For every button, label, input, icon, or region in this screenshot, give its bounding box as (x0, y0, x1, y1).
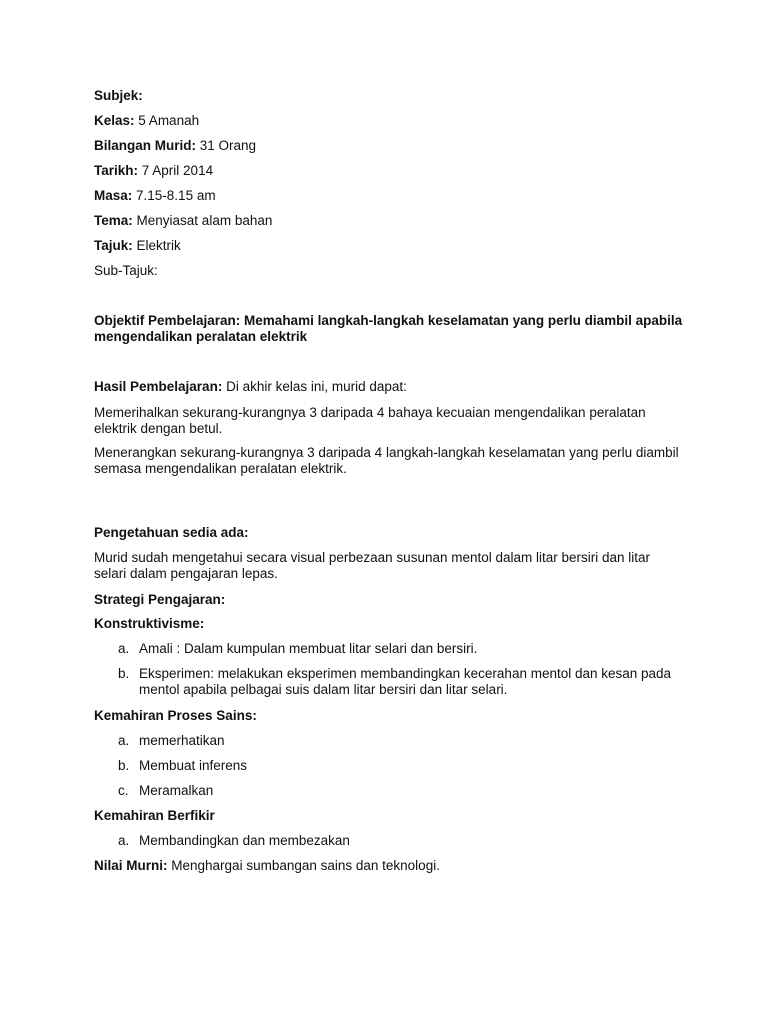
murid-row (94, 138, 256, 154)
list-item (118, 758, 684, 774)
kelas-row (94, 113, 199, 129)
strategi-heading-text: Strategi Pengajaran: (94, 592, 226, 607)
objektif-heading (94, 313, 684, 345)
tarikh-row (94, 163, 213, 179)
subtajuk-row (94, 263, 158, 279)
list-item (118, 641, 684, 657)
list-item (118, 666, 684, 698)
kelas-value: 5 Amanah (138, 113, 200, 128)
subtajuk-label: Sub-Tajuk: (94, 263, 158, 278)
subjek-label: Subjek: (94, 88, 143, 103)
hasil-item-1: Memerihalkan sekurang-kurangnya 3 daripada 4 bahaya kecuaian mengendalikan peralatan elektrik dengan betul. (94, 405, 646, 436)
pengetahuan-heading (94, 525, 249, 541)
list-item (118, 833, 684, 849)
konstruktivisme-heading-text: Konstruktivisme: (94, 616, 205, 631)
tajuk-value: Elektrik (136, 238, 181, 253)
list-text: Eksperimen: melakukan eksperimen membandingkan kecerahan mentol dan kesan pada mentol apabila pelbagai suis dalam litar bersiri dan litar selari. (139, 666, 672, 697)
list-marker: b. (118, 666, 130, 681)
list-text: Membuat inferens (139, 758, 248, 773)
hasil-item-2: Menerangkan sekurang-kurangnya 3 daripada 4 langkah-langkah keselamatan yang perlu diambil semasa mengendalikan peralatan elektrik. (94, 445, 679, 476)
objektif-text: Objektif Pembelajaran: Memahami langkah-langkah keselamatan yang perlu diambil apabila mengendalikan peralatan elektrik (94, 313, 683, 344)
list-item (118, 783, 684, 799)
tajuk-row (94, 238, 181, 254)
murid-label: Bilangan Murid: (94, 138, 196, 153)
tema-value: Menyiasat alam bahan (136, 213, 273, 228)
list-text: Amali : Dalam kumpulan membuat litar selari dan bersiri. (139, 641, 478, 656)
nilai-row (94, 858, 440, 874)
strategi-heading (94, 592, 225, 608)
subjek-row (94, 88, 143, 104)
tarikh-label: Tarikh: (94, 163, 139, 178)
kps-heading (94, 708, 257, 724)
tarikh-value: 7 April 2014 (141, 163, 214, 178)
list-marker: a. (118, 733, 130, 748)
tema-label: Tema: (94, 213, 133, 228)
list-item (118, 733, 684, 749)
kelas-label: Kelas: (94, 113, 135, 128)
hasil-row (94, 379, 407, 395)
hasil-intro: Di akhir kelas ini, murid dapat: (226, 379, 407, 394)
list-marker: b. (118, 758, 130, 773)
list-text: Membandingkan dan membezakan (139, 833, 350, 848)
tema-row (94, 213, 272, 229)
masa-value: 7.15-8.15 am (136, 188, 216, 203)
list-marker: a. (118, 833, 130, 848)
pengetahuan-text: Murid sudah mengetahui secara visual perbezaan susunan mentol dalam litar bersiri dan litar selari dalam pengajaran lepas. (94, 550, 651, 581)
list-marker: c. (118, 783, 129, 798)
masa-label: Masa: (94, 188, 133, 203)
nilai-label: Nilai Murni: (94, 858, 168, 873)
nilai-value: Menghargai sumbangan sains dan teknologi. (171, 858, 440, 873)
berfikir-heading (94, 808, 215, 824)
murid-value: 31 Orang (199, 138, 257, 153)
hasil-label: Hasil Pembelajaran: (94, 379, 223, 394)
konstruktivisme-heading (94, 616, 204, 632)
tajuk-label: Tajuk: (94, 238, 133, 253)
berfikir-heading-text: Kemahiran Berfikir (94, 808, 215, 823)
kps-heading-text: Kemahiran Proses Sains: (94, 708, 257, 723)
list-marker: a. (118, 641, 130, 656)
list-text: memerhatikan (139, 733, 225, 748)
list-text: Meramalkan (139, 783, 214, 798)
pengetahuan-heading-text: Pengetahuan sedia ada: (94, 525, 249, 540)
masa-row (94, 188, 216, 204)
